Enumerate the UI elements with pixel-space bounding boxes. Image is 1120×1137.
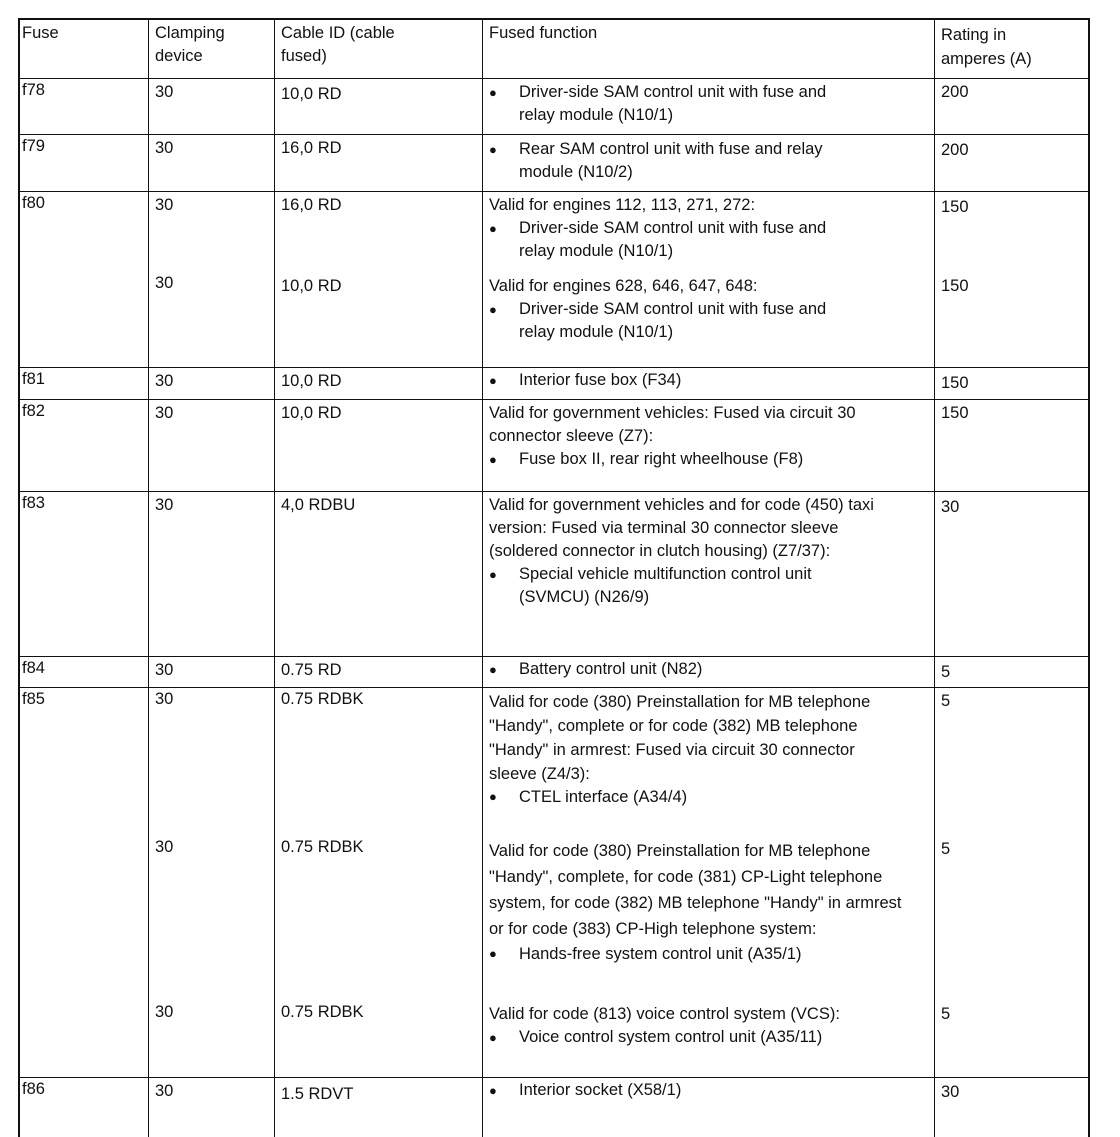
bullet-item: ● Battery control unit (N82) <box>489 658 906 681</box>
header-fuse: Fuse <box>22 24 59 42</box>
rating: 5 <box>941 840 951 858</box>
fuse-id: f78 <box>22 81 45 99</box>
condition-text: (382) MB telephone "Handy" in armrest or <box>489 894 902 938</box>
header-cable-line1: Cable ID (cable <box>281 24 395 42</box>
table-row-f78 <box>18 78 1090 134</box>
clamping-device: 30 <box>155 372 174 390</box>
rating: 150 <box>941 374 969 392</box>
fuse-id: f80 <box>22 194 45 212</box>
condition-text: Valid for engines 628, 646, 647, 648: <box>489 277 758 295</box>
fused-function <box>489 194 906 263</box>
condition-text: (soldered connector in clutch housing) (Z7/37): <box>489 542 831 560</box>
bullet-item: ● Interior socket (X58/1) <box>489 1079 906 1102</box>
fuse-id: f84 <box>22 659 45 677</box>
fused-function <box>489 369 906 392</box>
rating: 200 <box>941 83 969 101</box>
condition-text: Valid for code (380) Preinstallation for MB <box>489 842 794 860</box>
table-row-f80 <box>18 191 1090 367</box>
condition-text: (382) MB telephone "Handy" in armrest: <box>489 717 858 759</box>
clamping-device: 30 <box>155 496 174 514</box>
fuse-id: f83 <box>22 494 45 512</box>
condition-text: code (450) taxi version: <box>489 496 874 537</box>
header-function: Fused function <box>489 24 598 42</box>
table-row-f81 <box>18 367 1090 399</box>
bullet-item: ● Driver-side SAM control unit with fuse and relay module (N10/1) <box>489 298 906 344</box>
table-header-row <box>18 18 1090 78</box>
clamping-device: 30 <box>155 661 174 679</box>
condition-text: telephone "Handy", complete, for code <box>489 842 871 886</box>
clamping-device: 30 <box>155 838 174 856</box>
cable-id: 0.75 RDBK <box>281 690 364 708</box>
fuse-id: f81 <box>22 370 45 388</box>
clamping-device: 30 <box>155 139 174 157</box>
bullet-item: ● Special vehicle multifunction control unit (SVMCU) (N26/9) <box>489 563 906 609</box>
condition-text: telephone "Handy", complete or for code <box>489 693 871 735</box>
fused-function <box>489 658 906 681</box>
header-cable-line2: fused) <box>281 47 327 65</box>
condition-text: Valid for engines 112, 113, 271, 272: <box>489 196 756 214</box>
bullet-item: ● Hands-free system control unit (A35/1) <box>489 942 906 966</box>
fused-function <box>489 402 906 471</box>
clamping-device: 30 <box>155 1003 174 1021</box>
condition-text: Valid for code (813) voice control system <box>489 1005 786 1023</box>
header-rating-line1: Rating in <box>941 26 1007 44</box>
fuse-id: f85 <box>22 690 45 708</box>
cable-id: 0.75 RDBK <box>281 838 364 856</box>
fuse-id: f86 <box>22 1080 45 1098</box>
cable-id: 0.75 RD <box>281 661 342 679</box>
cable-id: 1.5 RDVT <box>281 1085 354 1103</box>
fused-function <box>489 1079 906 1102</box>
rating: 5 <box>941 663 951 681</box>
fused-function <box>489 690 906 808</box>
clamping-device: 30 <box>155 1082 174 1100</box>
bullet-item: ● Voice control system control unit (A35/11) <box>489 1026 906 1049</box>
table-row-f84 <box>18 656 1090 687</box>
clamping-device: 30 <box>155 404 174 422</box>
bullet-item: ● Driver-side SAM control unit with fuse and relay module (N10/1) <box>489 81 906 127</box>
rating: 150 <box>941 404 969 422</box>
condition-text: Fused via terminal 30 connector sleeve <box>551 519 839 537</box>
condition-text: Fused via circuit 30 connector sleeve (Z4/3): <box>489 741 855 783</box>
fused-function <box>489 838 906 966</box>
clamping-device: 30 <box>155 196 174 214</box>
cable-id: 0.75 RDBK <box>281 1003 364 1021</box>
rating: 30 <box>941 498 960 516</box>
table-row-f85 <box>18 687 1090 1077</box>
rating: 150 <box>941 277 969 295</box>
fused-function <box>489 275 906 344</box>
fused-function <box>489 494 906 609</box>
table-row-f83 <box>18 491 1090 656</box>
cable-id: 10,0 RD <box>281 85 342 103</box>
fuse-id: f79 <box>22 137 45 155</box>
header-clamping-line2: device <box>155 47 203 65</box>
header-rating-line2: amperes (A) <box>941 50 1032 68</box>
bullet-item: ● Interior fuse box (F34) <box>489 369 906 392</box>
fused-function <box>489 1003 906 1049</box>
header-clamping-line1: Clamping <box>155 24 225 42</box>
bullet-item: ● Fuse box II, rear right wheelhouse (F8) <box>489 448 906 471</box>
fused-function <box>489 138 906 184</box>
condition-text: for code (383) CP-High telephone system: <box>508 920 817 938</box>
table-row-f86 <box>18 1077 1090 1137</box>
cable-id: 10,0 RD <box>281 277 342 295</box>
cable-id: 16,0 RD <box>281 196 342 214</box>
bullet-item: ● Rear SAM control unit with fuse and relay module (N10/2) <box>489 138 906 184</box>
clamping-device: 30 <box>155 83 174 101</box>
rating: 200 <box>941 141 969 159</box>
rating: 30 <box>941 1083 960 1101</box>
cable-id: 4,0 RDBU <box>281 496 356 514</box>
condition-text: Valid for government vehicles and for <box>489 496 761 514</box>
cable-id: 10,0 RD <box>281 404 342 422</box>
condition-text: Valid for government vehicles: <box>489 404 709 422</box>
table-row-f79 <box>18 134 1090 191</box>
bullet-item: ● CTEL interface (A34/4) <box>489 786 906 808</box>
clamping-device: 30 <box>155 690 174 708</box>
fused-function <box>489 81 906 127</box>
rating: 5 <box>941 692 951 710</box>
rating: 5 <box>941 1005 951 1023</box>
condition-text: (VCS): <box>790 1005 840 1023</box>
clamping-device: 30 <box>155 274 174 292</box>
cable-id: 16,0 RD <box>281 139 342 157</box>
fuse-table <box>18 18 1090 1118</box>
fuse-id: f82 <box>22 402 45 420</box>
bullet-item: ● Driver-side SAM control unit with fuse and relay module (N10/1) <box>489 217 906 263</box>
condition-text: (381) CP-Light telephone system, for code <box>489 868 883 912</box>
condition-text: Fused via circuit 30 connector sleeve (Z7): <box>489 404 856 445</box>
condition-text: Valid for code (380) Preinstallation for MB <box>489 693 794 711</box>
table-row-f82 <box>18 399 1090 491</box>
rating: 150 <box>941 198 969 216</box>
cable-id: 10,0 RD <box>281 372 342 390</box>
